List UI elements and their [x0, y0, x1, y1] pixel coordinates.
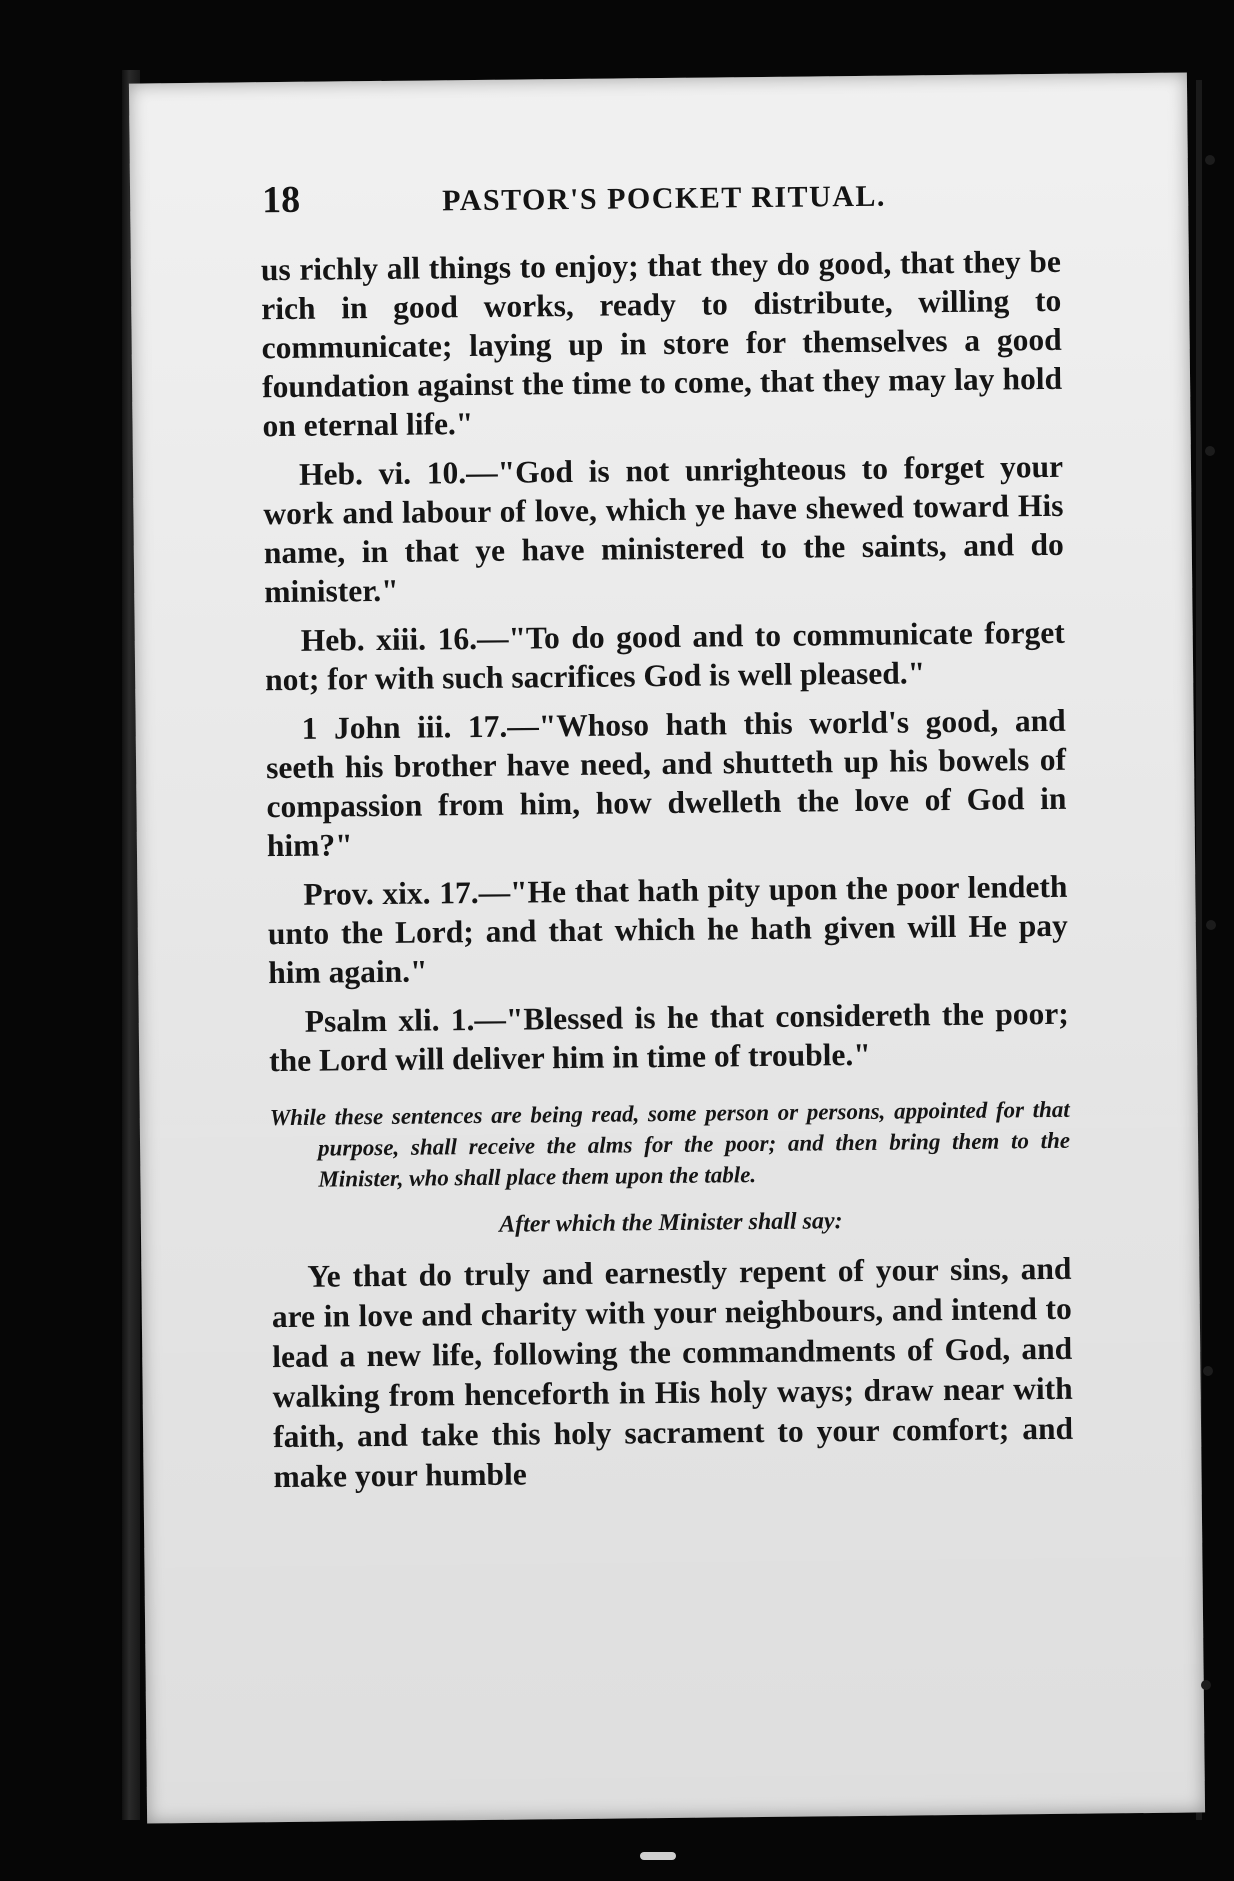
margin-speck: [1206, 920, 1216, 930]
page-body: [261, 242, 1074, 1507]
paragraph-1-john-3-17: 1 John iii. 17.—"Whoso hath this world's good, and seeth his brother have need, and shutteth up his bowels of compassion from him, how dwelleth the love of God in him?": [265, 702, 1067, 864]
paragraph-exhortation: Ye that do truly and earnestly repent of your sins, and are in love and charity with your neighbours, and intend to lead a new life, following the commandments of God, and walking from henceforth in His holy ways; draw near with faith, and take this holy sacrament to your comfort; and make your humble: [271, 1250, 1074, 1495]
book-page: [129, 73, 1205, 1824]
paragraph-continuation: us richly all things to enjoy; that they do good, that they be rich in good works, ready to distribute, willing to communicate; laying up in store for themselves a good foundation against the time to come, that they may lay hold on eternal life.": [260, 243, 1063, 444]
margin-speck: [1205, 446, 1215, 456]
paragraph-psalm-41-1: Psalm xli. 1.—"Blessed is he that considereth the poor; the Lord will deliver him in time of trouble.": [268, 995, 1069, 1079]
paragraph-hebrews-6-10: Heb. vi. 10.—"God is not unrighteous to forget your work and labour of love, which ye have shewed toward His name, in that ye have ministered to the saints, and do minister.": [263, 448, 1064, 610]
page-header: [262, 170, 1022, 228]
running-title: PASTOR'S POCKET RITUAL.: [441, 179, 887, 218]
margin-speck: [1205, 155, 1215, 165]
paragraph-proverbs-19-17: Prov. xix. 17.—"He that hath pity upon the poor lendeth unto the Lord; and that which he hath given will He pay him again.": [267, 868, 1068, 991]
margin-speck: [1203, 1366, 1213, 1376]
margin-speck: [1201, 1680, 1211, 1690]
scan-artifact-mark: [640, 1852, 676, 1860]
page-number: 18: [261, 178, 301, 222]
paragraph-hebrews-13-16: Heb. xiii. 16.—"To do good and to communicate forget not; for with such sacrifices God is well pleased.": [264, 614, 1065, 698]
rubric-instruction: While these sentences are being read, some person or persons, appointed for that purpose, shall receive the alms for the poor; and then bring them to the Minister, who shall place them upon the table.: [269, 1096, 1071, 1192]
rubric-heading: After which the Minister shall say:: [499, 1208, 843, 1238]
